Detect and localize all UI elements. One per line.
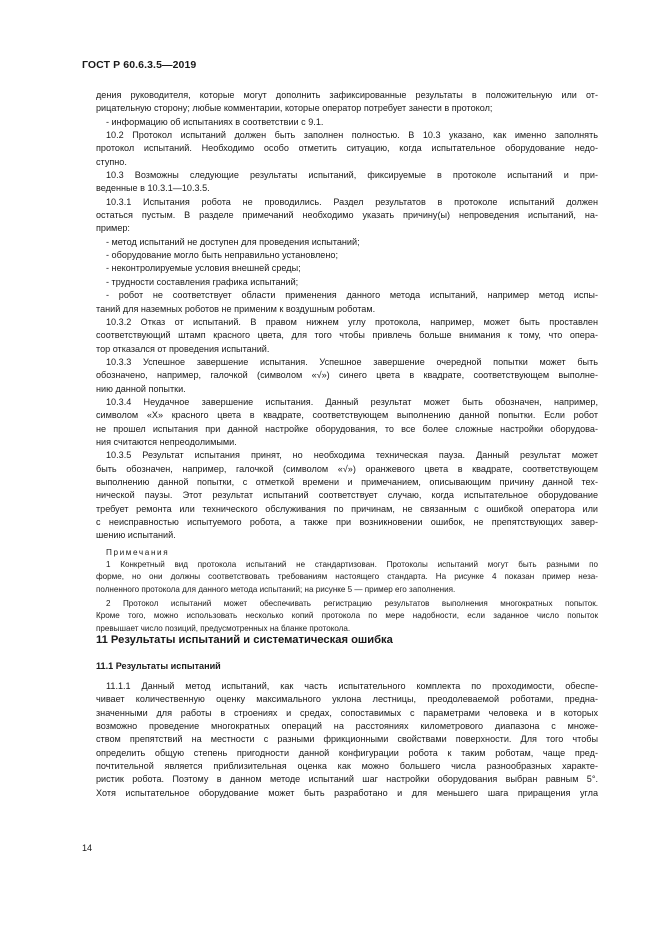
section-paragraphs xyxy=(96,680,598,800)
text-line: Хотя испытательное оборудование может быть разработано и для меньшего шага приращения угла xyxy=(96,787,598,798)
body-paragraphs xyxy=(96,89,598,543)
text-line: выполнению данной попытки, с отметкой времени и примечанием, описывающим причину данной тех- xyxy=(96,476,598,487)
section-title: 11 Результаты испытаний и систематическая ошибка xyxy=(96,634,393,646)
text-line: превышает число позиций, предусмотренных на бланке протокола. xyxy=(96,623,351,633)
text-line: символом «Х» красного цвета в квадрате, соответствующем выполнению данной попытки. Если робот xyxy=(96,410,598,421)
text-line: тор отказался от проведения испытаний. xyxy=(96,343,270,354)
text-line: 10.3 Возможны следующие результаты испытаний, фиксируемые в протоколе испытаний и при- xyxy=(106,170,598,181)
text-line: значенными для работы в строениях и средах, сопоставимых с параметрами человека и в которых xyxy=(96,707,598,718)
note-1 xyxy=(96,559,598,596)
text-line: с неисправностью испытуемого робота, а также при возникновении ошибок, не препятствующих завер- xyxy=(96,517,598,527)
body-text-block xyxy=(96,89,598,635)
text-line: остаться пустым. В разделе примечаний необходимо указать причину(ы) непроведения испытаний, на- xyxy=(96,210,598,221)
text-line: шению испытаний. xyxy=(96,530,176,541)
text-line: чивает количественную оценку максимального уклона лестницы, преодолеваемой роботами, предна- xyxy=(96,694,598,705)
text-line: 10.3.5 Результат испытания принят, но необходима техническая пауза. Данный результат может xyxy=(106,450,598,461)
text-line: ристик робота. Поэтому в данном методе испытаний шаг настройки оборудования выбран равным 5°. xyxy=(96,774,598,785)
page-number: 14 xyxy=(82,843,93,853)
text-line: 10.3.1 Испытания робота не проводились. Раздел результатов в протоколе испытаний должен xyxy=(106,196,598,207)
text-line: возможно проведение многократных операций на расстояниях километрового диапазона с множе- xyxy=(96,721,598,732)
text-line: - метод испытаний не доступен для проведения испытаний; xyxy=(106,236,360,247)
text-line: 1 Конкретный вид протокола испытаний не стандартизован. Протоколы испытаний могут быть разными по xyxy=(106,559,598,569)
text-line: 10.2 Протокол испытаний должен быть заполнен полностью. В 10.3 указано, как именно заполнять xyxy=(106,130,598,141)
text-line: ния считаются непреодолимыми. xyxy=(96,436,237,447)
subsection-title: 11.1 Результаты испытаний xyxy=(96,661,221,671)
text-line: быть обозначен, например, галочкой (символом «√») оранжевого цвета в квадрате, соответствующем xyxy=(96,463,598,474)
text-line: полненного протокола для данного метода испытаний; на рисунке 5 — пример его заполнения. xyxy=(96,584,456,594)
text-line: протокол испытаний. Необходимо особо отметить ситуацию, когда испытательное оборудование недо- xyxy=(96,143,598,154)
document-header: ГОСТ Р 60.6.3.5—2019 xyxy=(82,59,197,71)
text-line: - оборудование могло быть неправильно установлено; xyxy=(106,250,338,261)
text-line: ступно. xyxy=(96,156,127,167)
text-line: веденные в 10.3.1—10.3.5. xyxy=(96,183,210,194)
text-line: 2 Протокол испытаний может обеспечивать регистрацию результатов выполнения многократных попыток. xyxy=(106,598,598,608)
section-text-block xyxy=(96,680,598,800)
text-line: 10.3.4 Неудачное завершение испытания. Данный результат может быть обозначен, например, xyxy=(106,396,598,407)
text-line: 11.1.1 Данный метод испытаний, как часть испытательного комплекта по проходимости, обеспе- xyxy=(106,681,598,691)
text-line: - робот не соответствует области применения данного метода испытаний, например метод испы- xyxy=(106,290,598,301)
text-line: дения руководителя, которые могут дополнить зафиксированные результаты в положительную или от- xyxy=(96,90,598,100)
text-line: почтительной является приблизительная оценка как можно большего числа разнообразных характе- xyxy=(96,761,598,772)
text-line: рицательную сторону; любые комментарии, которые оператор потребует занести в протокол; xyxy=(96,103,493,114)
text-line: - информацию об испытаниях в соответствии с 9.1. xyxy=(106,116,324,127)
notes-heading: Примечания xyxy=(106,547,170,557)
text-line: ством препятствий на местности с разными фрикционными свойствами поверхности. Для того чтобы xyxy=(96,734,598,745)
text-line: таний для наземных роботов не применим к воздушным роботам. xyxy=(96,303,376,314)
text-line: обозначено, например, галочкой (символом «√») синего цвета в квадрате, соответствующем выполне- xyxy=(96,370,598,381)
text-line: нию данной попытки. xyxy=(96,383,186,394)
text-line: 10.3.2 Отказ от испытаний. В правом нижнем углу протокола, например, может быть проставлен xyxy=(106,316,598,327)
text-line: 10.3.3 Успешное завершение испытания. Успешное завершение очередной попытки может быть xyxy=(106,356,598,367)
note-2 xyxy=(96,598,598,635)
text-line: требует ремонта или технического обслуживания по причинам, не связанным с ошибкой оператора или xyxy=(96,503,598,514)
text-line: определить общую степень пригодности данной конфигурации робота к таким роботам, чаще пред- xyxy=(96,747,598,758)
text-line: не прошел испытания при данной настройке оборудования, то все более сложные настройки оборудова- xyxy=(96,423,598,434)
text-line: форме, но они должны соответствовать требованиям настоящего стандарта. На рисунке 4 показан пример неза- xyxy=(96,572,598,582)
text-line: пример: xyxy=(96,223,130,234)
text-line: - трудности составления графика испытаний; xyxy=(106,276,299,287)
text-line: соответствующий штамп красного цвета, для того чтобы привлечь больше внимания к тому, что опера- xyxy=(96,330,598,341)
text-line: Кроме того, можно использовать несколько копий протокола по мере надобности, если заданное число попыток xyxy=(96,611,598,621)
text-line: - неконтролируемые условия внешней среды; xyxy=(106,263,301,274)
text-line: нической паузы. Этот результат испытаний соответствует случаю, когда испытательное оборудование xyxy=(96,490,598,501)
